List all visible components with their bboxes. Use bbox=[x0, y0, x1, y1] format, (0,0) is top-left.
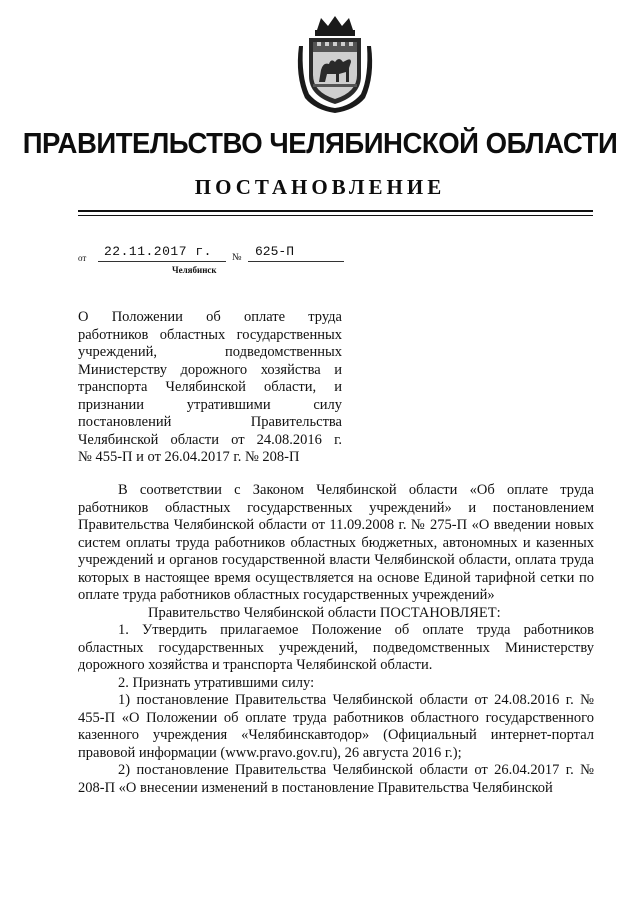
document-body bbox=[78, 482, 594, 797]
organization-title: ПРАВИТЕЛЬСТВО ЧЕЛЯБИНСКОЙ ОБЛАСТИ bbox=[22, 128, 618, 160]
document-date: 22.11.2017 г. bbox=[104, 244, 212, 259]
header-divider-thick bbox=[78, 210, 593, 212]
subject-line: О Положении об оплате труда bbox=[78, 309, 342, 325]
number-label: № bbox=[232, 252, 242, 263]
subject-line: учреждений, подведомственных bbox=[78, 344, 342, 360]
item-1-paragraph: 1. Утвердить прилагаемое Положение об оплате труда работников областных государственных учреждений, подведомственных Министерству дорожного хозяйства и транспорта Челябинской области. bbox=[78, 622, 594, 673]
subject-line: признании утратившими силу bbox=[78, 396, 342, 413]
item-2-paragraph: 2. Признать утратившими силу: bbox=[118, 674, 315, 691]
document-meta bbox=[78, 244, 338, 264]
date-prefix-label: от bbox=[78, 253, 87, 263]
subject-line: работников областных государственных bbox=[78, 326, 342, 343]
chelyabinsk-coat-of-arms-icon bbox=[295, 16, 375, 114]
city-label: Челябинск bbox=[172, 265, 217, 275]
document-subject bbox=[78, 309, 342, 467]
item-2-2-paragraph: 2) постановление Правительства Челябинской области от 26.04.2017 г. № 208-П «О внесении изменений в постановление Правительства Челябинской bbox=[78, 762, 594, 796]
date-underline bbox=[98, 261, 226, 262]
document-number: 625-П bbox=[255, 244, 295, 259]
number-underline bbox=[248, 261, 344, 262]
subject-line: Челябинской области от 24.08.2016 г. bbox=[78, 431, 342, 448]
resolve-paragraph: Правительство Челябинской области ПОСТАНОВЛЯЕТ: bbox=[148, 604, 501, 621]
item-2-1-paragraph: 1) постановление Правительства Челябинской области от 24.08.2016 г. № 455-П «О Положении об оплате труда работников областного государственного казенного учреждения «Челябинскавтодор» (Официальный интернет-портал правовой информации (www.pravo.gov.ru), 26 августа 2016 г.); bbox=[78, 692, 594, 761]
preamble-paragraph: В соответствии с Законом Челябинской области «Об оплате труда работников областных государственных учреждений» и постановлением Правительства Челябинской области от 11.09.2008 г. № 275-П «О введении новых систем оплаты труда работников областных бюджетных, автономных и казенных учреждений и органов государственной власти Челябинской области, оплата труда которых в настоящее время осуществляется на основе Единой тарифной сетки по оплате труда работников областных государственных учреждений» bbox=[78, 482, 594, 603]
document-type: ПОСТАНОВЛЕНИЕ bbox=[194, 175, 446, 199]
header-divider-thin bbox=[78, 215, 593, 216]
subject-line: № 455-П и от 26.04.2017 г. № 208-П bbox=[78, 449, 300, 465]
subject-line: транспорта Челябинской области, и bbox=[78, 379, 342, 395]
subject-line: Министерству дорожного хозяйства и bbox=[78, 361, 342, 378]
subject-line: постановлений Правительства bbox=[78, 414, 342, 430]
